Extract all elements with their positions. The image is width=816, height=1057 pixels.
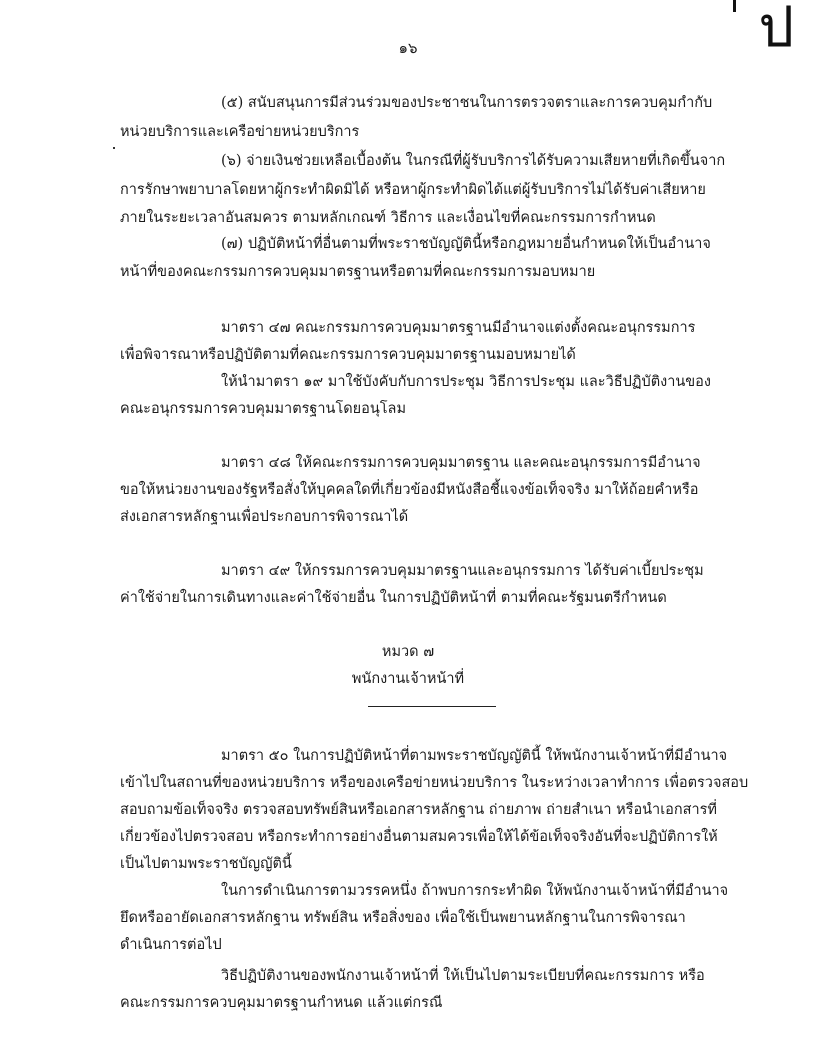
section-50-line-5: เป็นไปตามพระราชบัญญัตินี้: [120, 856, 292, 872]
section-47-line-3: ให้นำมาตรา ๑๙ มาใช้บังคับกับการประชุม วิธีการประชุม และวิธีปฏิบัติงานของ: [221, 374, 711, 390]
item-7-line-2: หน้าที่ของคณะกรรมการควบคุมมาตรฐานหรือตามที่คณะกรรมการมอบหมาย: [120, 264, 596, 280]
item-5-line-1: (๕) สนับสนุนการมีส่วนร่วมของประชาชนในการตรวจตราและการควบคุมกำกับ: [221, 95, 713, 111]
item-6-line-1: (๖) จ่ายเงินช่วยเหลือเบื้องต้น ในกรณีที่ผู้รับบริการได้รับความเสียหายที่เกิดขึ้นจาก: [221, 153, 726, 169]
section-48-line-2: ขอให้หน่วยงานของรัฐหรือสั่งให้บุคคลใดที่เกี่ยวข้องมีหนังสือชี้แจงข้อเท็จจริง มาให้ถ้อยคำหรือ: [120, 482, 699, 498]
chapter-heading: หมวด ๗: [381, 644, 435, 660]
section-48-line-1: มาตรา ๔๘ ให้คณะกรรมการควบคุมมาตรฐาน และคณะอนุกรรมการมีอำนาจ: [221, 455, 701, 471]
item-5-line-2: หน่วยบริการและเครือข่ายหน่วยบริการ: [120, 124, 360, 140]
section-48-line-3: ส่งเอกสารหลักฐานเพื่อประกอบการพิจารณาได้: [120, 509, 409, 525]
item-6-line-2: การรักษาพยาบาลโดยหาผู้กระทำผิดมิได้ หรือหาผู้กระทำผิดได้แต่ผู้รับบริการไม่ได้รับค่าเสียหาย: [120, 182, 706, 198]
section-50-line-9: วิธีปฏิบัติงานของพนักงานเจ้าหน้าที่ ให้เป็นไปตามระเบียบที่คณะกรรมการ หรือ: [221, 968, 705, 984]
section-47-line-1: มาตรา ๔๗ คณะกรรมการควบคุมมาตรฐานมีอำนาจแต่งตั้งคณะอนุกรรมการ: [221, 320, 696, 336]
section-50-line-3: สอบถามข้อเท็จจริง ตรวจสอบทรัพย์สินหรือเอกสารหลักฐาน ถ่ายภาพ ถ่ายสำเนา หรือนำเอกสารที่: [120, 802, 717, 818]
corner-handwritten-mark: ป: [758, 0, 794, 60]
section-50-line-6: ในการดำเนินการตามวรรคหนึ่ง ถ้าพบการกระทำผิด ให้พนักงานเจ้าหน้าที่มีอำนาจ: [221, 883, 729, 899]
section-50-line-10: คณะกรรมการควบคุมมาตรฐานกำหนด แล้วแต่กรณี: [120, 995, 443, 1011]
section-50-line-8: ดำเนินการต่อไป: [120, 937, 222, 953]
scan-speck: [113, 147, 115, 149]
item-6-line-3: ภายในระยะเวลาอันสมควร ตามหลักเกณฑ์ วิธีการ และเงื่อนไขที่คณะกรรมการกำหนด: [120, 210, 656, 226]
section-50-line-2: เข้าไปในสถานที่ของหน่วยบริการ หรือของเครือข่ายหน่วยบริการ ในระหว่างเวลาทำการ เพื่อตรวจสอบ: [120, 775, 749, 791]
section-49-line-1: มาตรา ๔๙ ให้กรรมการควบคุมมาตรฐานและอนุกรรมการ ได้รับค่าเบี้ยประชุม: [221, 563, 704, 579]
scan-mark: [733, 0, 736, 12]
section-47-line-2: เพื่อพิจารณาหรือปฏิบัติตามที่คณะกรรมการควบคุมมาตรฐานมอบหมายได้: [120, 347, 576, 363]
section-50-line-4: เกี่ยวข้องไปตรวจสอบ หรือกระทำการอย่างอื่นตามสมควรเพื่อให้ได้ข้อเท็จจริงอันที่จะปฏิบัติการให้: [120, 829, 718, 845]
section-50-line-7: ยึดหรืออายัดเอกสารหลักฐาน ทรัพย์สิน หรือสิ่งของ เพื่อใช้เป็นพยานหลักฐานในการพิจารณา: [120, 910, 686, 926]
section-50-line-1: มาตรา ๕๐ ในการปฏิบัติหน้าที่ตามพระราชบัญญัตินี้ ให้พนักงานเจ้าหน้าที่มีอำนาจ: [221, 748, 728, 764]
item-7-line-1: (๗) ปฏิบัติหน้าที่อื่นตามที่พระราชบัญญัตินี้หรือกฎหมายอื่นกำหนดให้เป็นอำนาจ: [221, 236, 711, 252]
chapter-divider: [368, 706, 496, 707]
chapter-title: พนักงานเจ้าหน้าที่: [351, 671, 465, 687]
page-number: ๑๖: [398, 39, 418, 57]
section-49-line-2: ค่าใช้จ่ายในการเดินทางและค่าใช้จ่ายอื่น ในการปฏิบัติหน้าที่ ตามที่คณะรัฐมนตรีกำหนด: [120, 590, 667, 606]
section-47-line-4: คณะอนุกรรมการควบคุมมาตรฐานโดยอนุโลม: [120, 401, 406, 417]
